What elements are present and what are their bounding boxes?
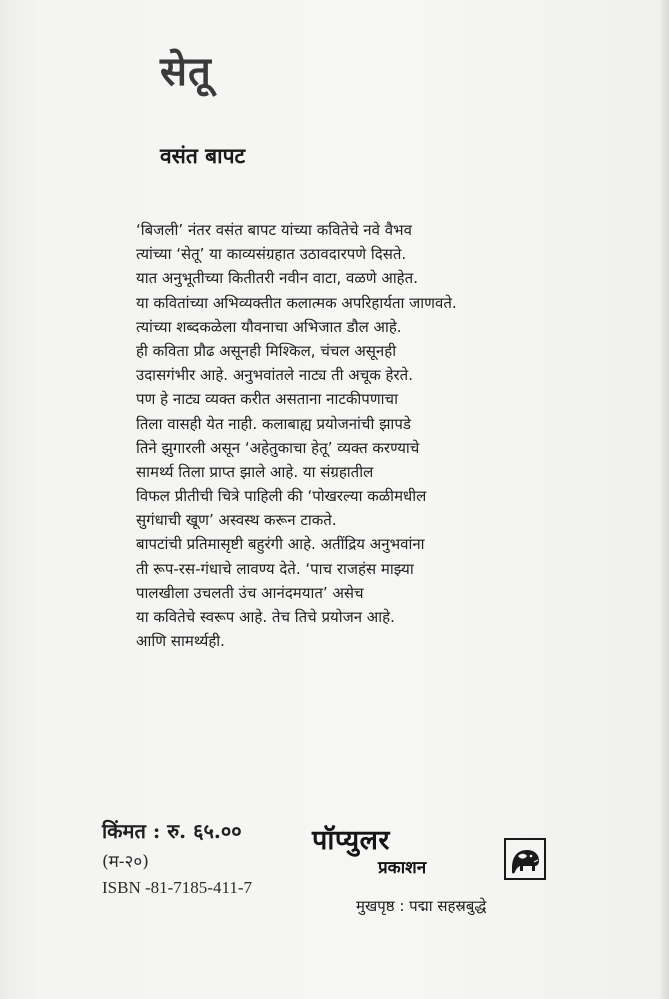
blurb-line: तिला वासही येत नाही. कलाबाह्य प्रयोजनांची झापडे — [136, 414, 411, 433]
elephant-logo-icon — [504, 838, 546, 880]
publisher-block — [312, 826, 552, 878]
blurb-line: त्यांच्या ‘सेतू’ या काव्यसंग्रहात उठावदारपणे दिसते. — [136, 245, 407, 264]
isbn-number: ISBN -81-7185-411-7 — [102, 878, 252, 897]
blurb-line: यात अनुभूतीच्या कितीतरी नवीन वाटा, वळणे आहेत. — [136, 269, 418, 288]
blurb-line: उदासगंभीर आहे. अनुभवांतले नाट्य ती अचूक हेरते. — [136, 366, 413, 385]
blurb-line: पण हे नाट्य व्यक्त करीत असताना नाटकीपणाचा — [136, 390, 398, 409]
blurb-line: पालखीला उचलती उंच आनंदमयात’ असेच — [136, 583, 364, 602]
blurb-line: त्यांच्या शब्दकळेला यौवनाचा अभिजात डौल आहे. — [136, 317, 402, 336]
publisher-name: पॉप्युलर — [312, 825, 390, 856]
page-edge — [661, 0, 669, 999]
blurb-line: बापटांची प्रतिमासृष्टी बहुरंगी आहे. अतींद्रिय अनुभवांना — [136, 535, 425, 554]
blurb-text — [136, 218, 556, 653]
blurb-line: विफल प्रीतीची चित्रे पाहिली की ‘पोखरल्या कळीमधील — [136, 487, 427, 506]
blurb-line: ही कविता प्रौढ असूनही मिश्किल, चंचल असूनही — [136, 341, 397, 360]
blurb-line: या कवितेचे स्वरूप आहे. तेच तिचे प्रयोजन आहे. — [136, 608, 395, 626]
blurb-line: सुगंधाची खूण’ अस्वस्थ करून टाकते. — [136, 511, 337, 530]
book-author: वसंत बापट — [160, 144, 246, 168]
book-code: (म-२०) — [102, 852, 149, 872]
price-block — [102, 818, 252, 900]
blurb-line: ‘बिजली’ नंतर वसंत बापट यांच्या कवितेचे नवे वैभव — [136, 221, 412, 239]
blurb-line: आणि सामर्थ्यही. — [136, 632, 225, 651]
blurb-line: या कवितांच्या अभिव्यक्तीत कलात्मक अपरिहार्यता जाणवते. — [136, 293, 457, 312]
blurb-line: सामर्थ्य तिला प्राप्त झाले आहे. या संग्रहातील — [136, 462, 374, 481]
cover-credit: मुखपृष्ठ : पद्मा सहस्रबुद्धे — [356, 897, 487, 915]
blurb-line: तिने झुगारली असून ‘अहेतुकाचा हेतू’ व्यक्त करण्याचे — [136, 438, 420, 457]
price-label: किंमत : रु. ६५.०० — [102, 819, 242, 843]
book-title: सेतू — [160, 49, 212, 95]
publisher-subtitle: प्रकाशन — [378, 858, 427, 878]
blurb-line: ती रूप-रस-गंधाचे लावण्य देते. ‘पाच राजहंस माझ्या — [136, 559, 414, 578]
